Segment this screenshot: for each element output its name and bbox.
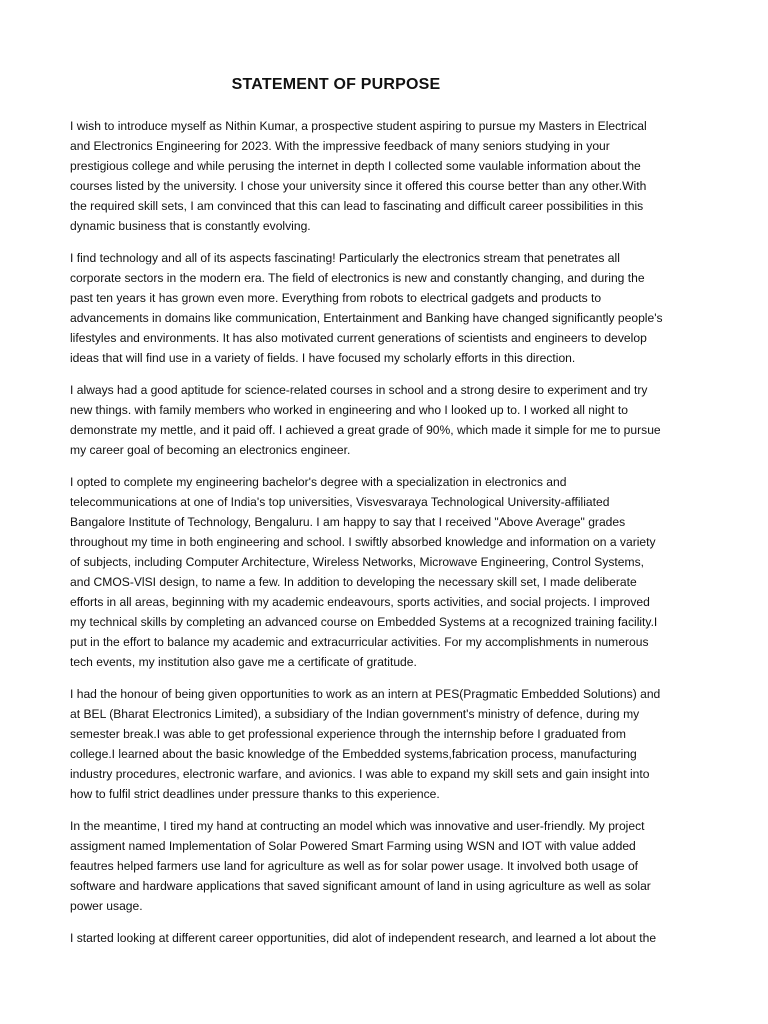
paragraph-line: my career goal of becoming an electronics engineer. [70,443,351,457]
paragraph-line: tech events, my institution also gave me a certificate of gratitude. [70,655,417,669]
paragraph-line: prestigious college and while perusing the internet in depth I collected some vaulable information about the [70,159,641,173]
paragraph-line: In the meantime, I tired my hand at contructing an model which was innovative and user-friendly. My project [70,819,645,833]
paragraph-line: new things. with family members who worked in engineering and who I looked up to. I worked all night to [70,403,628,417]
paragraph [70,472,710,672]
paragraph-line: ideas that will find use in a variety of fields. I have focused my scholarly efforts in this direction. [70,351,576,365]
paragraph [70,116,710,236]
paragraph-line: my technical skills by completing an advanced course on Embedded Systems at a recognized training facility.I [70,615,658,629]
paragraph-line: throughout my time in both engineering and school. I swiftly absorbed knowledge and information on a variety [70,535,656,549]
paragraph-line: lifestyles and environments. It has also motivated current generations of scientists and engineers to develop [70,331,647,345]
paragraph-line: corporate sectors in the modern era. The field of electronics is new and constantly changing, and during the [70,271,645,285]
paragraph-line: demonstrate my mettle, and it paid off. I achieved a great grade of 90%, which made it simple for me to pursue [70,423,661,437]
paragraph-line: I had the honour of being given opportunities to work as an intern at PES(Pragmatic Embedded Solutions) and [70,687,661,701]
paragraph-line: how to fulfil strict deadlines under pressure thanks to this experience. [70,787,440,801]
paragraph [70,248,710,368]
paragraph-line: I started looking at different career opportunities, did alot of independent research, and learned a lot about the [70,931,657,945]
paragraph-line: past ten years it has grown even more. Everything from robots to electrical gadgets and products to [70,291,602,305]
paragraph-line: courses listed by the university. I chose your university since it offered this course better than any other.With [70,179,647,193]
paragraph-line: semester break.I was able to get professional experience through the internship before I graduated from [70,727,626,741]
paragraph-line: Bangalore Institute of Technology, Bengaluru. I am happy to say that I received "Above Average" grades [70,515,626,529]
paragraph-line: at BEL (Bharat Electronics Limited), a subsidiary of the Indian government's ministry of defence, during my [70,707,640,721]
paragraph-line: and CMOS-VlSI design, to name a few. In addition to developing the necessary skill set, I made deliberate [70,575,637,589]
document-title: STATEMENT OF PURPOSE [231,76,441,93]
paragraph-line: put in the effort to balance my academic and extracurricular activities. For my accomplishments in numerous [70,635,649,649]
paragraph-line: college.I learned about the basic knowledge of the Embedded systems,fabrication process, manufacturing [70,747,637,761]
paragraph [70,380,710,460]
paragraph-line: industry procedures, electronic warfare, and avionics. I was able to expand my skill sets and gain insight into [70,767,650,781]
paragraph-line: the required skill sets, I am convinced that this can lead to fascinating and difficult career possibilities in this [70,199,644,213]
paragraph-line: I opted to complete my engineering bachelor's degree with a specialization in electronics and [70,475,567,489]
paragraph-line: and Electronics Engineering for 2023. With the impressive feedback of many seniors studying in your [70,139,610,153]
paragraph [70,928,710,948]
paragraph-line: I wish to introduce myself as Nithin Kumar, a prospective student aspiring to pursue my Masters in Electrical [70,119,647,133]
paragraph [70,816,710,916]
paragraph-line: efforts in all areas, beginning with my academic endeavours, sports activities, and social projects. I improved [70,595,650,609]
paragraph-line: dynamic business that is constantly evolving. [70,219,311,233]
document-body [70,116,710,960]
paragraph-line: I find technology and all of its aspects fascinating! Particularly the electronics stream that penetrates all [70,251,620,265]
paragraph-line: I always had a good aptitude for science-related courses in school and a strong desire to experiment and try [70,383,648,397]
paragraph-line: feautres helped farmers use land for agriculture as well as for solar power usage. It involved both usage of [70,859,639,873]
paragraph-line: telecommunications at one of India's top universities, Visvesvaraya Technological University-affiliated [70,495,610,509]
paragraph-line: power usage. [70,899,143,913]
paragraph-line: software and hardware applications that saved significant amount of land in using agriculture as well as solar [70,879,651,893]
paragraph-line: advancements in domains like communication, Entertainment and Banking have changed significantly people's [70,311,663,325]
paragraph [70,684,710,804]
paragraph-line: of subjects, including Computer Architecture, Wireless Networks, Microwave Engineering, Control Systems, [70,555,645,569]
paragraph-line: assigment named Implementation of Solar Powered Smart Farming using WSN and IOT with value added [70,839,636,853]
